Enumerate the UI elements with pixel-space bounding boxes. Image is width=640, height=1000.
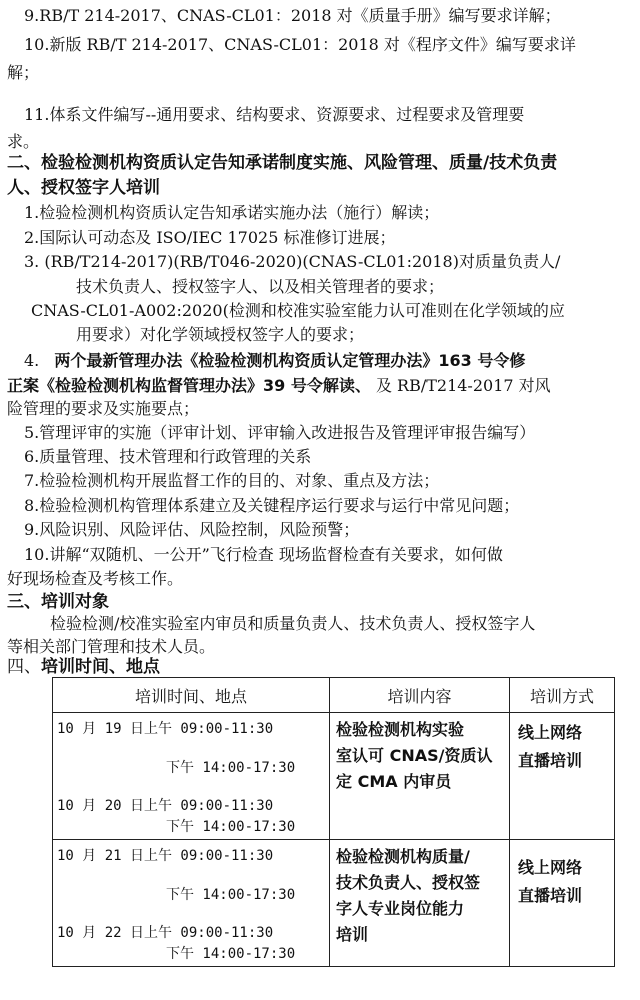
time-cell	[53, 840, 330, 967]
s2-item-5: 5.管理评审的实施（评审计划、评审输入改进报告及管理评审报告编写）	[24, 423, 536, 442]
s2-item-4-bold-title: 两个最新管理办法《检验检测机构资质认定管理办法》163 号令修	[54, 351, 526, 370]
section-2-heading-cont: 人、授权签字人培训	[7, 178, 160, 198]
content-line: 室认可 CNAS/资质认	[336, 746, 493, 765]
s2-item-2: 2.国际认可动态及 ISO/IEC 17025 标准修订进展；	[24, 228, 396, 247]
item-11-system-docs-cont: 求。	[7, 132, 40, 151]
s2-item-3-chemistry: CNAS-CL01-A002:2020(检测和校准实验室能力认可准则在化学领域的应	[31, 301, 565, 320]
schedule-header-row	[53, 678, 615, 713]
time-oct20-am: 10 月 20 日上午 09:00-11:30	[57, 798, 274, 814]
s2-item-6: 6.质量管理、技术管理和行政管理的关系	[24, 447, 312, 466]
s2-item-4-rest: 及 RB/T214-2017 对风	[375, 376, 551, 395]
section-3-body: 检验检测/校准实验室内审员和质量负责人、技术负责人、授权签字人	[50, 614, 536, 633]
content-cell	[330, 840, 510, 967]
time-cell	[53, 713, 330, 840]
time-oct22-am: 10 月 22 日上午 09:00-11:30	[57, 925, 274, 941]
time-oct22-pm: 下午 14:00-17:30	[166, 946, 296, 962]
schedule-row-quality-manager	[53, 840, 615, 967]
schedule-row-internal-auditor	[53, 713, 615, 840]
content-line: 字人专业岗位能力	[336, 899, 465, 918]
section-3-body-cont: 等相关部门管理和技术人员。	[7, 637, 216, 656]
content-line: 培训	[336, 925, 369, 944]
time-oct19-am: 10 月 19 日上午 09:00-11:30	[57, 721, 274, 737]
s2-item-3-cont: 技术负责人、授权签字人、以及相关管理者的要求；	[76, 277, 445, 296]
item-9-quality-manual: 9.RB/T 214-2017、CNAS-CL01：2018 对《质量手册》编写要求详解；	[24, 6, 561, 25]
header-content: 培训内容	[330, 678, 510, 713]
s2-item-4-cont	[7, 375, 551, 397]
section-3-heading: 三、培训对象	[7, 592, 109, 612]
item-10-procedure-docs-cont: 解；	[7, 63, 40, 82]
content-line: 技术负责人、授权签	[336, 873, 481, 892]
section-4-number: 四、	[7, 657, 41, 677]
header-mode: 培训方式	[510, 678, 615, 713]
mode-line: 直播培训	[518, 751, 583, 770]
s2-item-3: 3. (RB/T214-2017)(RB/T046-2020)(CNAS-CL01:2018)对质量负责人/	[24, 252, 561, 271]
content-cell	[330, 713, 510, 840]
mode-line: 线上网络	[518, 723, 583, 742]
s2-item-4	[24, 350, 525, 372]
s2-item-1: 1.检验检测机构资质认定告知承诺实施办法（施行）解读；	[24, 203, 440, 222]
mode-line: 直播培训	[518, 886, 583, 905]
s2-item-8: 8.检验检测机构管理体系建立及关键程序运行要求与运行中常见问题；	[24, 496, 520, 515]
s2-item-9: 9.风险识别、风险评估、风险控制，风险预警；	[24, 520, 360, 539]
section-4-heading	[7, 656, 160, 678]
content-line: 检验检测机构实验	[336, 720, 465, 739]
time-oct21-am: 10 月 21 日上午 09:00-11:30	[57, 848, 274, 864]
content-line: 定 CMA 内审员	[336, 772, 452, 791]
section-4-title: 培训时间、地点	[41, 657, 160, 677]
s2-item-7: 7.检验检测机构开展监督工作的目的、对象、重点及方法；	[24, 471, 440, 490]
s2-item-10-cont: 好现场检查及考核工作。	[7, 569, 184, 588]
item-10-procedure-docs: 10.新版 RB/T 214-2017、CNAS-CL01：2018 对《程序文件》编写要求详	[24, 35, 576, 54]
s2-item-3-chemistry-cont: 用要求）对化学领域授权签字人的要求；	[76, 325, 365, 344]
time-oct19-pm: 下午 14:00-17:30	[166, 760, 296, 776]
s2-item-4-number: 4.	[24, 351, 40, 370]
content-line: 检验检测机构质量/	[336, 847, 470, 866]
mode-line: 线上网络	[518, 858, 583, 877]
item-11-system-docs: 11.体系文件编写--通用要求、结构要求、资源要求、过程要求及管理要	[24, 105, 525, 124]
s2-item-4-end: 险管理的要求及实施要点；	[7, 399, 200, 418]
mode-cell	[510, 840, 615, 967]
time-oct21-pm: 下午 14:00-17:30	[166, 887, 296, 903]
header-time-place: 培训时间、地点	[53, 678, 330, 713]
s2-item-4-bold-cont: 正案《检验检测机构监督管理办法》39 号令解读、	[7, 376, 371, 395]
section-2-heading: 二、检验检测机构资质认定告知承诺制度实施、风险管理、质量/技术负责	[7, 153, 558, 173]
s2-item-10: 10.讲解“双随机、一公开”飞行检查 现场监督检查有关要求，如何做	[24, 545, 503, 564]
time-oct20-pm: 下午 14:00-17:30	[166, 819, 296, 835]
mode-cell	[510, 713, 615, 840]
schedule-table	[52, 677, 615, 967]
